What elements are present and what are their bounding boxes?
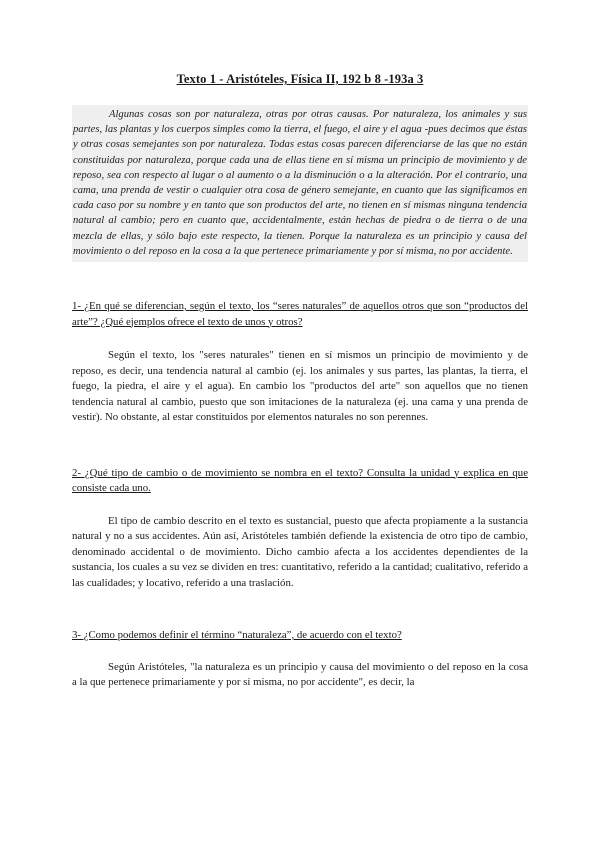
answer-2: El tipo de cambio descrito en el texto es sustancial, puesto que afecta propiamente a la sustancia natural y no a sus accidentes. Aún así, Aristóteles también defiende la existencia de otro tipo de cambio, denominado accidental o de movimiento. Dicho cambio afecta a los accidentes dependientes de la sustancia, los cuales a su vez se dividen en tres: cuantitativo, referido a la cantidad; cualitativo, referido a las cualidades; y locativo, referido a una traslación. bbox=[72, 514, 528, 589]
question-2: 2- ¿Qué tipo de cambio o de movimiento se nombra en el texto? Consulta la unidad y explica en que consiste cada uno. bbox=[72, 466, 528, 495]
answer-3: Según Aristóteles, "la naturaleza es un principio y causa del movimiento o del reposo en la cosa a la que pertenece primariamente y por sí misma, no por accidente", es decir, la bbox=[72, 660, 528, 689]
aristotle-quote: Algunas cosas son por naturaleza, otras por otras causas. Por naturaleza, los animales y sus partes, las plantas y los cuerpos simples como la tierra, el fuego, el aire y el agua -pues decimos que éstas y otras cosas semejantes son por naturaleza. Todas estas cosas parecen diferenciarse de las que no están constituidas por naturaleza, porque cada una de ellas tiene en sí misma un principio de movimiento y de reposo, sea con respecto al lugar o al aumento o a la disminución o a la alteración. Por el contrario, una cama, una prenda de vestir o cualquier otra cosa de género semejante, en cuanto que las significamos en cada caso por su nombre y en tanto que son productos del arte, no tienen en sí mismas ninguna tendencia natural al cambio; pero en cuanto que, accidentalmente, están hechas de piedra o de tierra o de una mezcla de ellas, y sólo bajo este respecto, la tienen. Porque la naturaleza es un principio y causa del movimiento o del reposo en la cosa a la que pertenece primariamente y por sí misma, no por accidente. bbox=[72, 105, 528, 262]
document-title: Texto 1 - Aristóteles, Física II, 192 b 8 -193a 3 bbox=[176, 72, 424, 86]
question-1: 1- ¿En qué se diferencian, según el texto, los “seres naturales” de aquellos otros que son “productos del arte”? ¿Qué ejemplos ofrece el texto de unos y otros? bbox=[72, 300, 528, 328]
question-3: 3- ¿Como podemos definir el término “naturaleza”, de acuerdo con el texto? bbox=[72, 629, 402, 642]
document-page bbox=[72, 72, 528, 691]
answer-1: Según el texto, los "seres naturales" tienen en sí mismos un principio de movimiento y de reposo, es decir, una tendencia natural al cambio (ej. los animales y sus partes, las plantas, la tierra, el fuego, la piedra, el aire y el agua). En cambio los "productos del arte" son aquellos que no tienen tendencia natural al cambio, puesto que son imitaciones de la naturaleza (ej. una cama y una prenda de vestir). No obstante, al estar constituidos por elementos naturales no son perennes. bbox=[72, 349, 528, 424]
